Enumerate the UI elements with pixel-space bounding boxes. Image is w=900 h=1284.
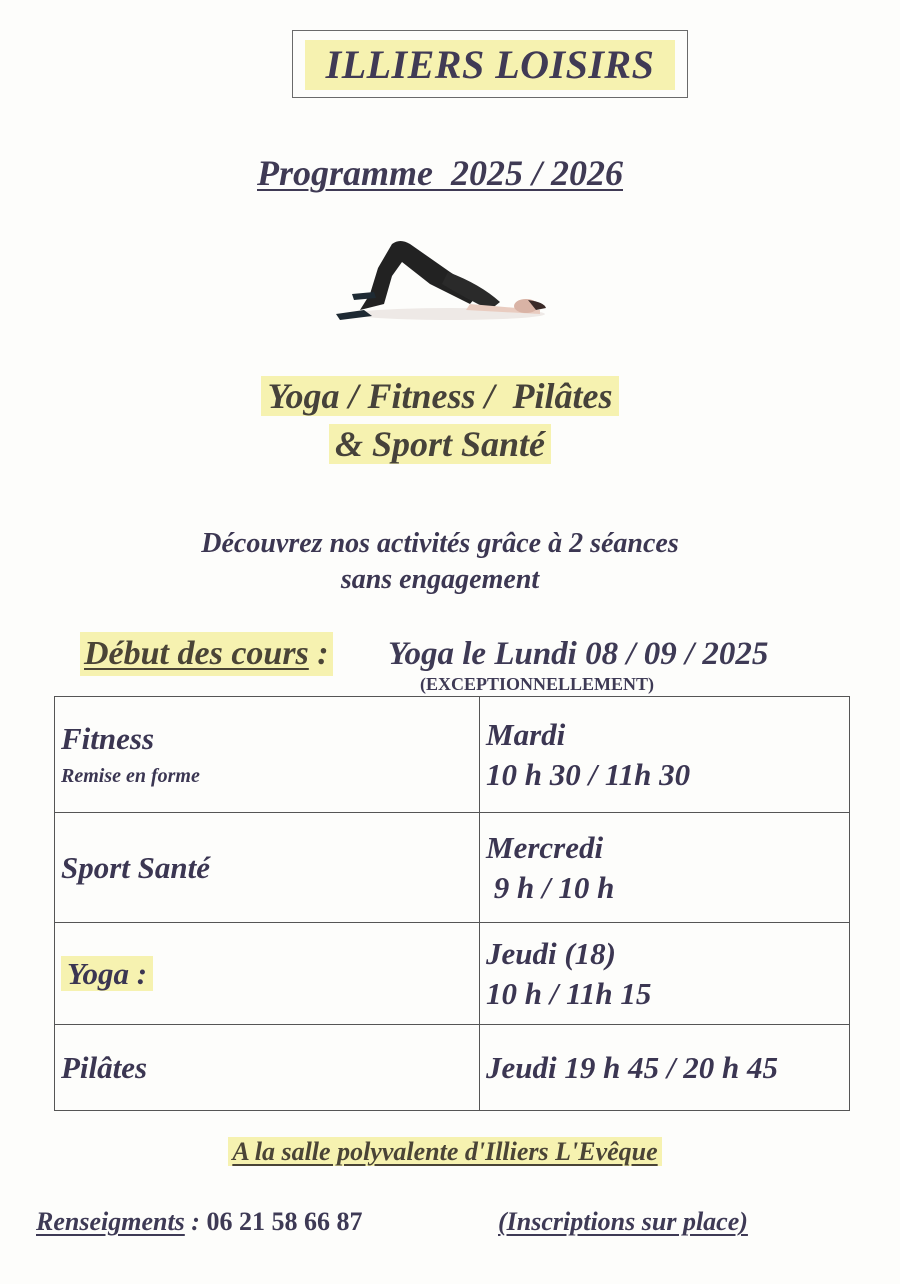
discover-line-2: sans engagement — [340, 564, 540, 595]
activities-heading — [150, 372, 730, 468]
contact-label: Renseigments — [36, 1207, 185, 1236]
activity-name: Yoga : — [61, 956, 153, 991]
venue-line — [100, 1134, 790, 1170]
schedule-time: 10 h 30 / 11h 30 — [486, 756, 691, 792]
venue-text: A la salle polyvalente d'Illiers L'Evêque — [228, 1137, 661, 1166]
discover-line-1: Découvrez nos activités grâce à 2 séances — [201, 528, 679, 559]
table-row — [55, 1025, 850, 1111]
activity-cell — [55, 697, 480, 813]
start-value: Yoga le Lundi 08 / 09 / 2025 — [388, 636, 769, 672]
start-note: (EXCEPTIONNELLEMENT) — [420, 674, 655, 694]
activity-subtitle: Remise en forme — [61, 765, 200, 787]
schedule-time: 9 h / 10 h — [486, 869, 615, 905]
activity-name: Pilâtes — [61, 1049, 148, 1085]
activities-line-2: & Sport Santé — [329, 424, 551, 464]
schedule-day: Jeudi (18) — [486, 935, 617, 971]
registrations-note — [498, 1204, 748, 1240]
activity-cell — [55, 923, 480, 1025]
time-cell — [480, 697, 850, 813]
start-label-text: Début des cours — [84, 635, 309, 672]
page-title: ILLIERS LOISIRS — [305, 40, 675, 90]
time-cell — [480, 923, 850, 1025]
table-row — [55, 697, 850, 813]
activity-cell — [55, 1025, 480, 1111]
activity-cell — [55, 813, 480, 923]
start-separator: : — [317, 635, 329, 672]
discover-text — [100, 526, 780, 598]
schedule-day: Mercredi — [486, 829, 604, 865]
registrations-text: (Inscriptions sur place) — [498, 1207, 748, 1236]
schedule-day: Mardi — [486, 716, 566, 752]
schedule-table — [54, 696, 850, 1111]
time-cell — [480, 1025, 850, 1111]
activity-name: Sport Santé — [61, 849, 211, 885]
contact-line — [36, 1204, 362, 1240]
exercise-figure-illustration — [330, 232, 560, 332]
table-row — [55, 813, 850, 923]
schedule-time: 10 h / 11h 15 — [486, 975, 652, 1011]
contact-phone: 06 21 58 66 87 — [206, 1207, 363, 1236]
programme-heading — [150, 150, 730, 196]
activities-line-1: Yoga / Fitness / Pilâtes — [261, 376, 618, 416]
contact-separator: : — [191, 1207, 200, 1236]
start-label — [80, 632, 333, 676]
programme-text: Programme 2025 / 2026 — [257, 153, 623, 193]
table-row — [55, 923, 850, 1025]
schedule-day: Jeudi 19 h 45 / 20 h 45 — [486, 1049, 778, 1085]
time-cell — [480, 813, 850, 923]
activity-name: Fitness — [61, 721, 155, 756]
